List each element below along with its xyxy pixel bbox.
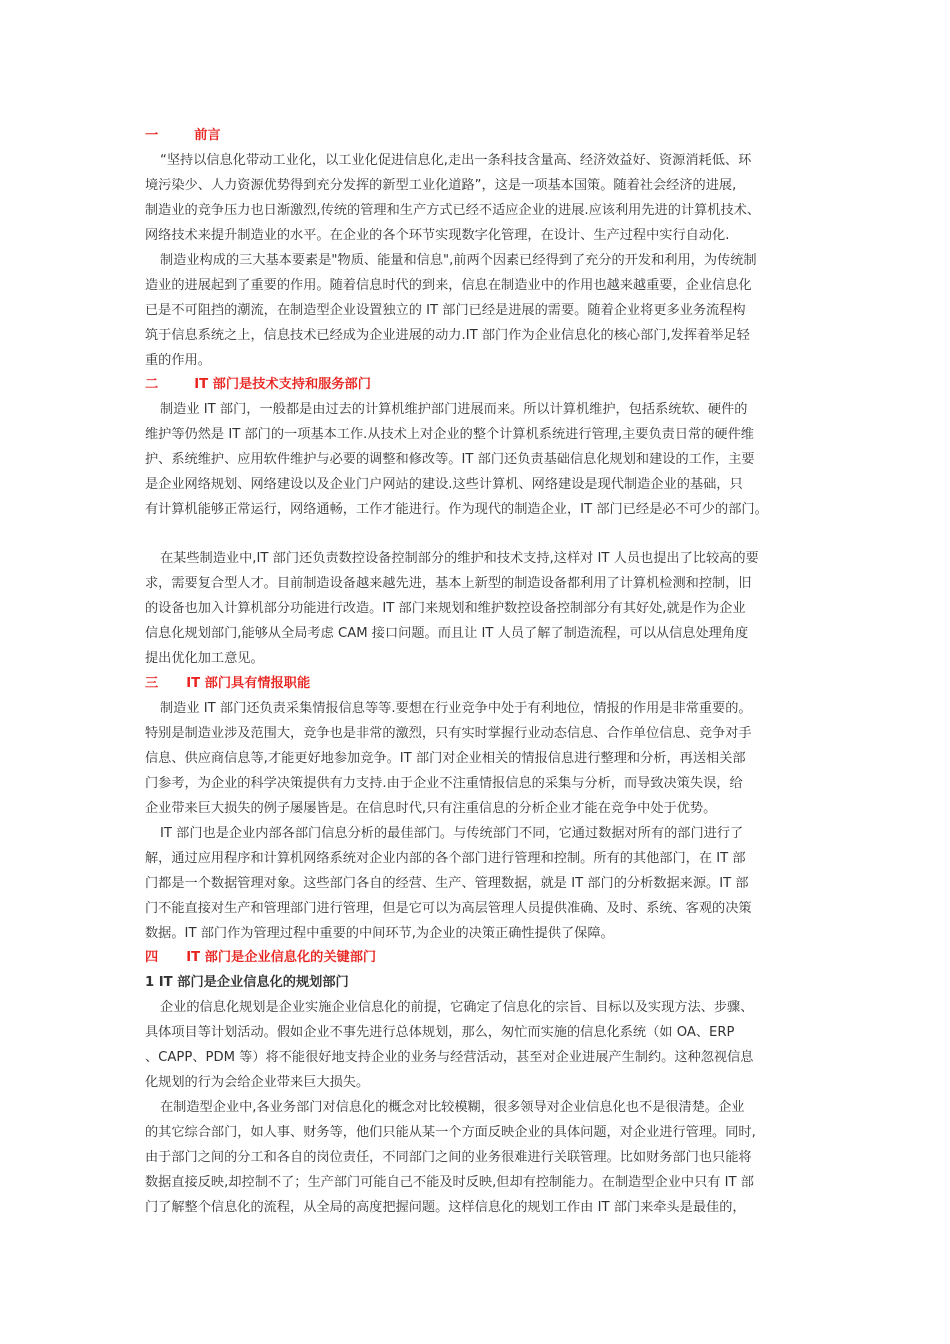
paragraph-line: 制造业构成的三大基本要素是"物质、能量和信息",前两个因素已经得到了充分的开发和利用，为传统制 (160, 253, 757, 268)
paragraph-line: 重的作用。 (145, 353, 211, 368)
heading-title: IT 部门是技术支持和服务部门 (194, 377, 371, 392)
paragraph-line: 具体项目等计划活动。假如企业不事先进行总体规划，那么，匆忙而实施的信息化系统（如 OA、ERP (145, 1025, 735, 1040)
subsection-heading: 1 IT 部门是企业信息化的规划部门 (145, 975, 349, 990)
paragraph-line: 的设备也加入计算机部分功能进行改造。IT 部门来规划和维护数控设备控制部分有其好处,就是作为企业 (145, 601, 746, 616)
paragraph-line: 造业的进展起到了重要的作用。随着信息时代的到来，信息在制造业中的作用也越来越重要，企业信息化 (145, 278, 752, 293)
heading-number: 二 (145, 377, 159, 392)
paragraph-line: 门不能直接对生产和管理部门进行管理，但是它可以为高层管理人员提供准确、及时、系统、客观的决策 (145, 901, 752, 916)
paragraph-line: 信息、供应商信息等,才能更好地参加竞争。IT 部门对企业相关的情报信息进行整理和分析，再送相关部 (145, 751, 746, 766)
section-heading-3 (145, 675, 310, 693)
section-heading-4 (145, 949, 376, 967)
section-heading-2 (145, 376, 371, 394)
paragraph-line: 网络技术来提升制造业的水平。在企业的各个环节实现数字化管理，在设计、生产过程中实行自动化. (145, 228, 730, 243)
paragraph-line: 筑于信息系统之上，信息技术已经成为企业进展的动力.IT 部门作为企业信息化的核心部门,发挥着举足轻 (145, 328, 750, 343)
heading-title: IT 部门具有情报职能 (186, 676, 311, 691)
paragraph-line: 是企业网络规划、网络建设以及企业门户网站的建设.这些计算机、网络建设是现代制造企业的基础，只 (145, 477, 743, 492)
paragraph-line: 在制造型企业中,各业务部门对信息化的概念对比较模糊，很多领导对企业信息化也不是很清楚。企业 (160, 1100, 745, 1115)
paragraph-line: “坚持以信息化带动工业化，以工业化促进信息化,走出一条科技含量高、经济效益好、资源消耗低、环 (160, 153, 752, 168)
paragraph-line: 维护等仍然是 IT 部门的一项基本工作.从技术上对企业的整个计算机系统进行管理,主要负责日常的硬件维 (145, 427, 754, 442)
paragraph-line: 企业带来巨大损失的例子屡屡皆是。在信息时代,只有注重信息的分析企业才能在竞争中处于优势。 (145, 801, 717, 816)
paragraph-line: IT 部门也是企业内部各部门信息分析的最佳部门。与传统部门不同，它通过数据对所有的部门进行了 (160, 826, 744, 841)
paragraph-line: 境污染少、人力资源优势得到充分发挥的新型工业化道路”，这是一项基本国策。随着社会经济的进展, (145, 178, 737, 193)
paragraph-line: 由于部门之间的分工和各自的岗位责任，不同部门之间的业务很难进行关联管理。比如财务部门也只能将 (145, 1150, 752, 1165)
paragraph-line: 、CAPP、PDM 等）将不能很好地支持企业的业务与经营活动，甚至对企业进展产生制约。这种忽视信息 (145, 1050, 754, 1065)
paragraph-line: 有计算机能够正常运行，网络通畅，工作才能进行。作为现代的制造企业，IT 部门已经是必不可少的部门。 (145, 502, 768, 517)
paragraph-line: 制造业的竞争压力也日渐激烈,传统的管理和生产方式已经不适应企业的进展.应该利用先进的计算机技术、 (145, 203, 761, 218)
paragraph-line: 制造业 IT 部门还负责采集情报信息等等.要想在行业竞争中处于有利地位，情报的作用是非常重要的。 (160, 701, 752, 716)
paragraph-line: 的其它综合部门，如人事、财务等，他们只能从某一个方面反映企业的具体问题，对企业进行管理。同时, (145, 1125, 756, 1140)
heading-number: 一 (145, 128, 159, 143)
heading-number: 四 (145, 950, 159, 965)
paragraph-line: 制造业 IT 部门，一般都是由过去的计算机维护部门进展而来。所以计算机维护，包括系统软、硬件的 (160, 402, 748, 417)
paragraph-line: 信息化规划部门,能够从全局考虑 CAM 接口问题。而且让 IT 人员了解了制造流程，可以从信息处理角度 (145, 626, 749, 641)
heading-title: IT 部门是企业信息化的关键部门 (186, 950, 377, 965)
paragraph-line: 在某些制造业中,IT 部门还负责数控设备控制部分的维护和技术支持,这样对 IT 人员也提出了比较高的要 (160, 551, 759, 566)
paragraph-line: 求，需要复合型人才。目前制造设备越来越先进，基本上新型的制造设备都利用了计算机检测和控制，旧 (145, 576, 752, 591)
paragraph-line: 门了解整个信息化的流程，从全局的高度把握问题。这样信息化的规划工作由 IT 部门来牵头是最佳的， (145, 1200, 746, 1215)
section-heading-1 (145, 127, 221, 145)
paragraph-line: 已是不可阻挡的潮流，在制造型企业设置独立的 IT 部门已经是进展的需要。随着企业将更多业务流程构 (145, 303, 746, 318)
heading-number: 三 (145, 676, 159, 691)
paragraph-line: 化规划的行为会给企业带来巨大损失。 (145, 1075, 370, 1090)
paragraph-line: 特别是制造业涉及范围大，竞争也是非常的激烈，只有实时掌握行业动态信息、合作单位信息、竞争对手 (145, 726, 752, 741)
paragraph-line: 提出优化加工意见。 (145, 651, 264, 666)
heading-title: 前言 (194, 128, 221, 143)
paragraph-line: 企业的信息化规划是企业实施企业信息化的前提，它确定了信息化的宗旨、目标以及实现方法、步骤、 (160, 1000, 754, 1015)
paragraph-line: 门都是一个数据管理对象。这些部门各自的经营、生产、管理数据，就是 IT 部门的分析数据来源。IT 部 (145, 876, 749, 891)
paragraph-line: 护、系统维护、应用软件维护与必要的调整和修改等。IT 部门还负责基础信息化规划和建设的工作，主要 (145, 452, 755, 467)
paragraph-line: 解，通过应用程序和计算机网络系统对企业内部的各个部门进行管理和控制。所有的其他部门，在 IT 部 (145, 851, 746, 866)
paragraph-line: 数据直接反映,却控制不了；生产部门可能自己不能及时反映,但却有控制能力。在制造型企业中只有 IT 部 (145, 1175, 754, 1190)
paragraph-line: 门参考，为企业的科学决策提供有力支持.由于企业不注重情报信息的采集与分析，而导致决策失误，给 (145, 776, 743, 791)
paragraph-line: 数据。IT 部门作为管理过程中重要的中间环节,为企业的决策正确性提供了保障。 (145, 926, 614, 941)
